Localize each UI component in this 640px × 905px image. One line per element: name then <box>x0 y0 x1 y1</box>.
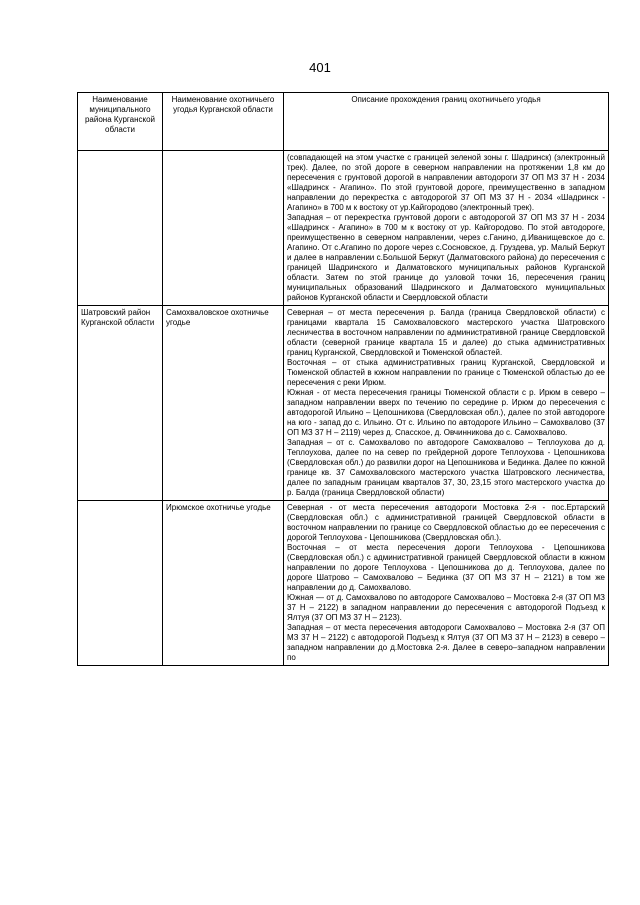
description-paragraph: Восточная – от места пересечения дороги Теплоухова - Цепошникова (Свердловская обл.) с административной границей Свердловской области в южном направлении по дороге Теплоухова - Цепошникова до д. Теплоухова, далее по дороге Шатрово – Самохвалово – Бединка (37 ОП МЗ 37 Н – 2121) в том же направлении до д. Самохвалово. <box>287 543 605 592</box>
district-cell <box>78 151 163 306</box>
description-paragraph: Западная – от перекрестка грунтовой дороги с автодорогой 37 ОП МЗ 37 Н - 2034 «Шадринск - Агапино» в 700 м к востоку от ур. Кайгородово. По этой автодороге, преимущественно в северном направлении, через с.Ганино, д.Иванищевское до с. Агапино. От с.Агапино по дороге через с.Сосновское, д. Груздева, ур. Малый Беркут и далее в направлении с.Большой Беркут (Далматовского района) до пересечения с границей Шадринского и Далматовского муниципальных районов Курганской области. Затем по этой границе до узловой точки 16, пересечения границ муниципальных образований Шадринского и Далматовского муниципальных районов Курганской области и Свердловской области <box>287 213 605 302</box>
description-paragraph: Южная - от места пересечения границы Тюменской области с р. Ирюм в северо – западном направлении вверх по течению по середине р. Ирюм до пересечения с автодорогой Ильино – Цепошникова (Свердловская обл.), далее по этой автодороге на юго - запад до с. Ильино. От с. Ильино по автодороге Ильино – Самохвалово (37 ОП МЗ 37 Н – 2119) через д. Спасское, д. Овчинникова до с. Самохвалово. <box>287 388 605 437</box>
description-paragraph: Западная – от места пересечения автодороги Самохвалово – Мостовка 2-я (37 ОП МЗ 37 Н – 2122) с автодорогой Подъезд к Ялтуя (37 ОП МЗ 37 Н – 2123) в северо – западном направлении до д.Мостовка 2-я. Далее в северо–западном направлении по <box>287 623 605 662</box>
description-paragraph: (совпадающей на этом участке с границей зеленой зоны г. Шадринск) (электронный трек). Далее, по этой дороге в северном направлении на протяжении 1,8 км до пересечения с грунтовой дорогой в направлении автодороги 37 ОП МЗ 37 Н - 2034 «Шадринск - Агапино». По этой грунтовой дороге, преимущественно в западном направлении до перекрестка с автодорогой 37 ОП МЗ 37 Н - 2034 «Шадринск - Агапино» в 700 м к востоку от ур.Кайгородово (электронный трек). <box>287 153 605 212</box>
description-cell <box>284 151 609 306</box>
header-ground: Наименование охотничьего угодья Курганской области <box>163 93 284 151</box>
ground-cell <box>163 151 284 306</box>
ground-cell: Самохваловское охотничье угодье <box>163 306 284 501</box>
table-row <box>78 151 609 306</box>
description-paragraph: Западная – от с. Самохвалово по автодороге Самохвалово – Теплоухова до д. Теплоухова, далее по на север по грейдерной дороге Теплоухова - Цепошникова (Свердловская обл.) до развилки дорог на Цепошникова и Бединка. Далее по южной границе кв. 37 Самохваловского мастерского участка Шатровского лесничества, далее по западным границам кварталов 37, 30, 23,15 этого мастерского участка до р. Балда (граница Свердловской области) <box>287 438 605 497</box>
description-cell <box>284 306 609 501</box>
table-row <box>78 306 609 501</box>
description-paragraph: Северная – от места пересечения р. Балда (граница Свердловской области) с границами квартала 15 Самохваловского мастерского участка Шатровского лесничества в восточном направлении по административной границе Свердловской области (северной границе квартала 15 и далее) до стыка административных границ Курганской, Свердловской и Тюменской областей. <box>287 308 605 357</box>
ground-cell: Ирюмское охотничье угодье <box>163 501 284 666</box>
description-paragraph: Северная - от места пересечения автодороги Мостовка 2-я - пос.Ертарский (Свердловская обл.) с административной границей Свердловской области в восточном направлении по границе со Свердловской областью до ее пересечения с дорогой Теплоухова - Цепошникова (Свердловская обл.). <box>287 503 605 542</box>
hunting-grounds-table <box>77 92 609 666</box>
description-cell <box>284 501 609 666</box>
table-row <box>78 501 609 666</box>
table-header-row <box>78 93 609 151</box>
district-cell <box>78 501 163 666</box>
description-paragraph: Южная — от д. Самохвалово по автодороге Самохвалово – Мостовка 2-я (37 ОП МЗ 37 Н – 2122) в западном направлении до пересечения с автодорогой Подъезд к Ялтуя (37 ОП МЗ 37 Н – 2123). <box>287 593 605 622</box>
description-paragraph: Восточная – от стыка административных границ Курганской, Свердловской и Тюменской областей в южном направлении по границе с Тюменской областью до ее пересечения с реки Ирюм. <box>287 358 605 387</box>
header-description: Описание прохождения границ охотничьего угодья <box>284 93 609 151</box>
page-number: 401 <box>309 60 331 75</box>
district-cell: Шатровский район Курганской области <box>78 306 163 501</box>
header-district: Наименование муниципального района Курганской области <box>78 93 163 151</box>
